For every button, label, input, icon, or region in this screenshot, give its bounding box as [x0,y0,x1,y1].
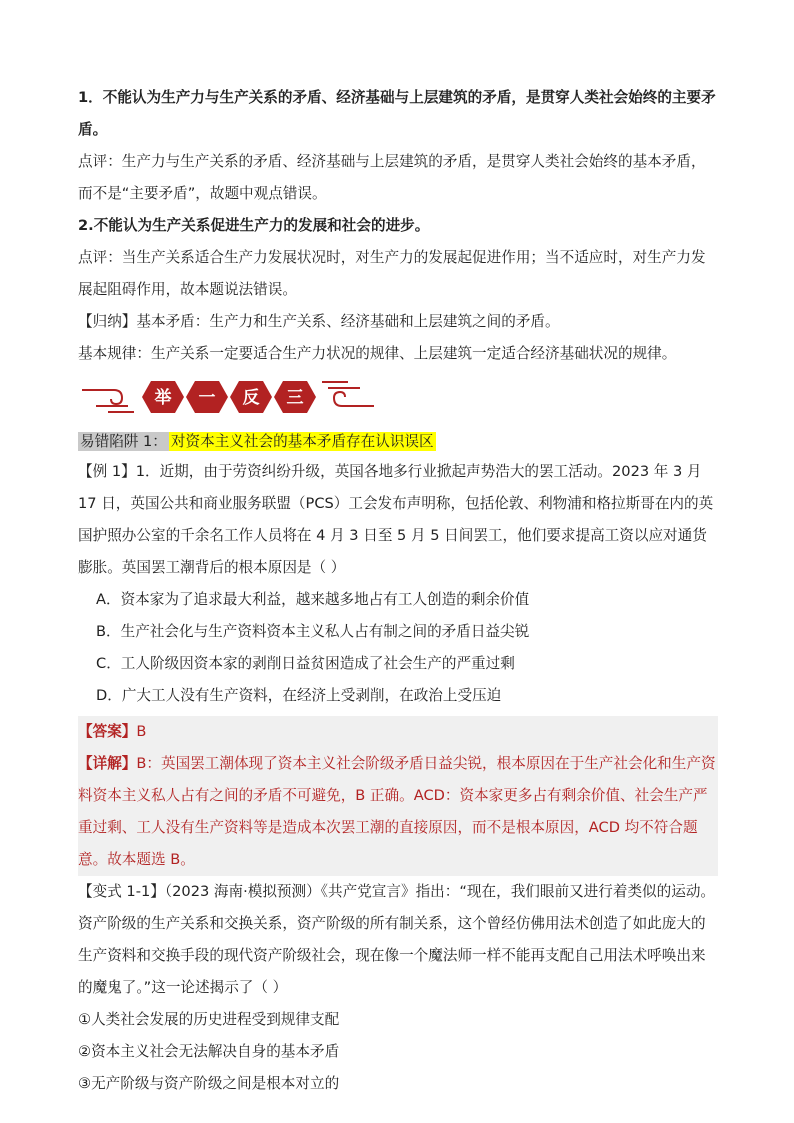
item2-comment: 点评：当生产关系适合生产力发展状况时，对生产力的发展起促进作用；当不适应时，对生产力发展起阻碍作用，故本题说法错误。 [78,249,706,298]
right-ornament-icon [322,382,374,406]
law-line: 基本规律：生产关系一定要适合生产力状况的规律、上层建筑一定适合经济基础状况的规律。 [78,345,677,362]
item1-title: 1．不能认为生产力与生产关系的矛盾、经济基础与上层建筑的矛盾，是贯穿人类社会始终的主要矛盾。 [78,89,716,138]
answer-line [78,716,718,748]
detail-line [78,748,718,876]
answer-value: B [136,723,147,740]
left-ornament-icon [82,390,134,412]
option-d: D．广大工人没有生产资料，在经济上受剥削，在政治上受压迫 [96,687,502,704]
option-a: A．资本家为了追求最大利益，越来越多地占有工人创造的剩余价值 [96,591,530,608]
trap-heading [78,428,718,456]
option-b: B．生产社会化与生产资料资本主义私人占有制之间的矛盾日益尖锐 [96,623,530,640]
detail-text: B：英国罢工潮体现了资本主义社会阶级矛盾日益尖锐，根本原因在于生产社会化和生产资料资本主义私人占有之间的矛盾不可避免，B 正确。ACD：资本家更多占有剩余价值、社会生产严重过剩、工人没有生产资料等是造成本次罢工潮的直接原因，而不是根本原因，ACD 均不符合题意。故本题选 B。 [78,755,716,868]
statement-3: ③无产阶级与资产阶级之间是根本对立的 [78,1075,340,1092]
item2-title: 2.不能认为生产关系促进生产力的发展和社会的进步。 [78,217,430,234]
banner-char-2: 一 [198,388,216,408]
trap-tag: 易错陷阱 1： [80,433,167,450]
item1-comment: 点评：生产力与生产关系的矛盾、经济基础与上层建筑的矛盾，是贯穿人类社会始终的基本矛盾，而不是“主要矛盾”，故题中观点错误。 [78,153,706,202]
banner-char-1: 举 [154,388,172,408]
banner-char-4: 三 [286,388,304,408]
answer-box [78,716,718,876]
detail-label: 【详解】 [78,755,137,772]
banner-char-3: 反 [242,388,260,408]
answer-label: 【答案】 [78,723,137,740]
statement-1: ①人类社会发展的历史进程受到规律支配 [78,1011,340,1028]
summary-line: 【归纳】基本矛盾：生产力和生产关系、经济基础和上层建筑之间的矛盾。 [78,313,560,330]
statement-2: ②资本主义社会无法解决自身的基本矛盾 [78,1043,340,1060]
option-c: C．工人阶级因资本家的剥削日益贫困造成了社会生产的严重过剩 [96,655,515,672]
example-stem: 【例 1】1．近期，由于劳资纠纷升级，英国各地多行业掀起声势浩大的罢工活动。2023 年 3 月 17 日，英国公共和商业服务联盟（PCS）工会发布声明称，包括伦敦、利物浦和格拉斯哥在内的英国护照办公室的千余名工作人员将在 4 月 3 日至 5 月 5 日间罢工，他们要求提高工资以应对通货膨胀。英国罢工潮背后的根本原因是（ ） [78,463,714,576]
banner-graphic [78,372,378,422]
variant-stem: 【变式 1-1】（2023 海南·模拟预测）《共产党宣言》指出：“现在，我们眼前又进行着类似的运动。资产阶级的生产关系和交换关系，资产阶级的所有制关系，这个曾经仿佛用法术创造了如此庞大的生产资料和交换手段的现代资产阶级社会，现在像一个魔法师一样不能再支配自己用法术呼唤出来的魔鬼了。”这一论述揭示了（ ） [78,883,716,996]
section-banner [78,372,718,422]
trap-title: 对资本主义社会的基本矛盾存在认识误区 [170,433,434,450]
document-page [78,82,718,1100]
